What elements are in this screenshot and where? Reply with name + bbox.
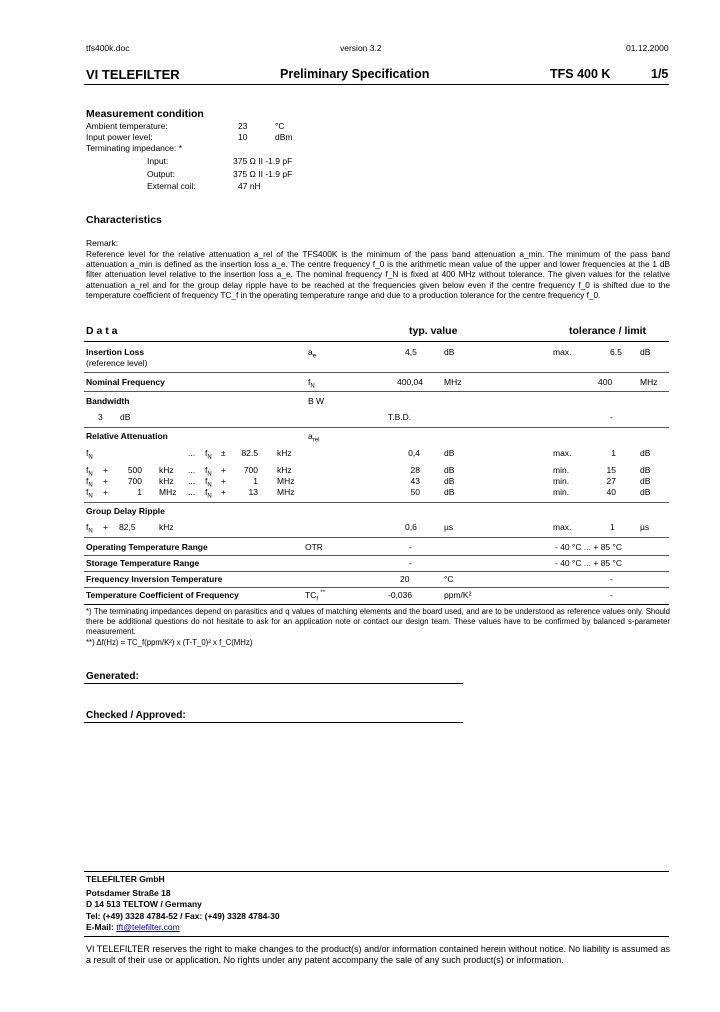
remark-label: Remark: xyxy=(86,238,119,248)
product-code: TFS 400 K xyxy=(550,67,611,81)
rel-att-cell-u2: kHz xyxy=(277,465,292,475)
company-city: D 14 513 TELTOW / Germany xyxy=(86,899,202,909)
nominal-frequency-unit: MHz xyxy=(444,377,462,387)
rel-att-cell-dots: ... xyxy=(188,448,196,458)
disclaimer-text: VI TELEFILTER reserves the right to make changes to the product(s) and/or information contained herein without notice. No liability is assumed as a result of their use or application. No rights under any patent accompany the sale of any such product(s) or information. xyxy=(86,944,670,965)
power-unit: dBm xyxy=(275,132,293,142)
gdr-typ: 0,6 xyxy=(405,522,417,532)
brand-vi-mark: VI xyxy=(86,67,99,82)
brand-logo xyxy=(86,67,180,82)
rel-att-cell-v2: 13 xyxy=(248,487,258,497)
rel-att-cell-tol: 15 xyxy=(606,465,616,475)
rel-att-cell-f2: $f_N$ xyxy=(205,448,212,461)
disclaimer-rule xyxy=(84,936,669,937)
tcf-label: Temperature Coefficient of Frequency xyxy=(86,590,239,600)
otr-label: Operating Temperature Range xyxy=(86,542,208,552)
ambient-label: Ambient temperature: xyxy=(86,121,168,131)
rel-att-cell-f: $f_N$ xyxy=(86,465,93,478)
generated-signature-line xyxy=(84,683,463,684)
rel-att-cell-tol: 27 xyxy=(606,476,616,486)
output-value: 375 Ω II -1.9 pF xyxy=(233,169,293,179)
bandwidth-level-unit: dB xyxy=(120,412,131,422)
remark-paragraph: Reference level for the relative attenuation a_rel of the TFS400K is the minimum of the pass band attenuation a_min. The minimum of the pass band attenuation a_min is defined as the insertion loss a_e. The centre frequency f_0 is the arithmetic mean value of the upper and lower frequencies at the 1 dB filter attenuation level relative to the insertion loss a_e. The nominal frequency f_N is fixed at 400 MHz without tolerance. The given values for the relative attenuation a_rel and for the group delay ripple have to be reached at the frequencies given below even if the centre frequency f_0 is shifted due to the temperature coefficient of frequency TC_f in the operating temperature range and due to a production tolerance for the centre frequency f_0. xyxy=(86,249,670,300)
generated-label: Generated: xyxy=(86,671,139,682)
rel-att-cell-unit: dB xyxy=(444,448,455,458)
company-phone: Tel: (+49) 3328 4784-52 / Fax: (+49) 3328 4784-30 xyxy=(86,911,280,921)
gdr-tol-unit: µs xyxy=(640,522,650,532)
rel-att-cell-kind: min. xyxy=(553,487,570,497)
rel-att-cell-v2: 700 xyxy=(243,465,258,475)
otr-typ: - xyxy=(409,542,412,552)
rel-att-cell-kind: min. xyxy=(553,476,570,486)
rel-att-cell-f2: $f_N$ xyxy=(205,465,212,478)
rel-att-cell-op2: ± xyxy=(221,448,226,458)
output-label: Output: xyxy=(147,169,175,179)
ambient-unit: °C xyxy=(275,121,285,131)
bandwidth-level: 3 xyxy=(98,412,103,422)
storage-typ: - xyxy=(409,558,412,568)
bandwidth-label: Bandwidth xyxy=(86,396,130,406)
rel-att-cell-f2: $f_N$ xyxy=(205,476,212,489)
row-divider xyxy=(84,555,669,556)
insertion-loss-tol: 6.5 xyxy=(610,347,622,357)
column-tolerance: tolerance / limit xyxy=(569,325,647,337)
rel-att-cell-dots: ... xyxy=(188,487,196,497)
rel-att-cell-u2: MHz xyxy=(277,476,295,486)
ambient-value: 23 xyxy=(238,121,248,131)
relative-attenuation-label: Relative Attenuation xyxy=(86,431,168,441)
footnote-impedance: *) The terminating impedances depend on parasitics and q values of matching elements and the board used, and are to be understood as reference values only. Should there be additional questions do not hesitate to ask for an application note or contact our design team. These values have to be confirmed by balanced s-parameter measurement. xyxy=(86,607,670,637)
table-header-rule xyxy=(84,341,669,342)
document-date: 01.12.2000 xyxy=(626,43,669,53)
rel-att-cell-v1: 700 xyxy=(127,476,142,486)
rel-att-cell-v1: 1 xyxy=(137,487,142,497)
tcf-typ: -0,036 xyxy=(388,590,413,600)
rel-att-cell-tol: 1 xyxy=(611,448,616,458)
footnote-tcf: **) Δf(Hz) = TC_f(ppm/K²) x (T-T_0)² x f_C(MHz) xyxy=(86,638,253,647)
row-divider xyxy=(84,372,669,373)
rel-att-cell-dots: ... xyxy=(188,476,196,486)
rel-att-cell-unit: dB xyxy=(444,487,455,497)
tcf-tol: - xyxy=(610,590,613,600)
rel-att-cell-v2: 82.5 xyxy=(241,448,258,458)
gdr-tol: 1 xyxy=(610,522,615,532)
rel-att-cell-u2: MHz xyxy=(277,487,295,497)
nominal-frequency-label: Nominal Frequency xyxy=(86,377,165,387)
rel-att-cell-kind: min. xyxy=(553,465,570,475)
row-divider xyxy=(84,587,669,588)
insertion-loss-symbol: $a_e$ xyxy=(308,347,317,360)
input-label: Input: xyxy=(147,156,169,166)
relative-attenuation-symbol: $a_{rel}$ xyxy=(308,431,320,444)
rel-att-cell-op: + xyxy=(103,465,108,475)
impedance-label: Terminating impedance: * xyxy=(86,143,182,153)
insertion-loss-typ: 4,5 xyxy=(405,347,417,357)
brand-name: TELEFILTER xyxy=(101,67,180,82)
version-label: version 3.2 xyxy=(340,43,382,53)
rel-att-cell-f: $f_N$ xyxy=(86,476,93,489)
group-delay-label: Group Delay Ripple xyxy=(86,506,165,516)
characteristics-heading: Characteristics xyxy=(86,214,162,226)
nominal-frequency-tol-unit: MHz xyxy=(640,377,658,387)
fit-tol: - xyxy=(610,574,613,584)
gdr-f: $f_N$ xyxy=(86,522,93,535)
insertion-loss-label: Insertion Loss xyxy=(86,347,145,357)
document-title: Preliminary Specification xyxy=(280,67,430,81)
nominal-frequency-typ: 400,04 xyxy=(397,377,423,387)
rel-att-cell-tol_unit: dB xyxy=(640,476,651,486)
rel-att-cell-v2: 1 xyxy=(253,476,258,486)
row-divider xyxy=(84,537,669,538)
checked-label: Checked / Approved: xyxy=(86,710,186,721)
rel-att-cell-typ: 43 xyxy=(410,476,420,486)
nominal-frequency-tol: 400 xyxy=(598,377,613,387)
storage-tol: - 40 °C ... + 85 °C xyxy=(555,558,623,568)
rel-att-cell-tol_unit: dB xyxy=(640,465,651,475)
rel-att-cell-unit: dB xyxy=(444,465,455,475)
rel-att-cell-u1: kHz xyxy=(159,465,174,475)
company-email-row xyxy=(86,922,180,932)
nominal-frequency-symbol: $f_N$ xyxy=(308,377,315,390)
table-bottom-rule xyxy=(84,604,669,605)
insertion-loss-unit: dB xyxy=(444,347,455,357)
file-name: tfs400k.doc xyxy=(86,43,130,53)
rel-att-cell-tol_unit: dB xyxy=(640,487,651,497)
rel-att-cell-op2: + xyxy=(221,476,226,486)
rel-att-cell-f: $f_N$ xyxy=(86,448,93,461)
rel-att-cell-typ: 0,4 xyxy=(408,448,420,458)
tcf-symbol: $TC_f$ ** xyxy=(305,590,326,603)
rel-att-cell-op: + xyxy=(103,487,108,497)
coil-value: 47 nH xyxy=(238,181,261,191)
page-number: 1/5 xyxy=(651,67,669,81)
row-divider xyxy=(84,391,669,392)
storage-label: Storage Temperature Range xyxy=(86,558,200,568)
rel-att-cell-typ: 28 xyxy=(410,465,420,475)
company-rule xyxy=(84,871,669,872)
checked-signature-line xyxy=(84,722,463,723)
otr-symbol: OTR xyxy=(305,542,323,552)
rel-att-cell-op2: + xyxy=(221,465,226,475)
rel-att-cell-dots: ... xyxy=(188,465,196,475)
rel-att-cell-typ: 50 xyxy=(410,487,420,497)
company-name: TELEFILTER GmbH xyxy=(86,874,165,884)
fit-label: Frequency Inversion Temperature xyxy=(86,574,223,584)
rel-att-cell-v1: 500 xyxy=(127,465,142,475)
gdr-typ-unit: µs xyxy=(444,522,454,532)
rel-att-cell-u2: kHz xyxy=(277,448,292,458)
email-link[interactable]: tft@telefilter.com xyxy=(116,922,180,932)
rel-att-cell-unit: dB xyxy=(444,476,455,486)
header-rule xyxy=(84,84,669,85)
row-divider xyxy=(84,571,669,572)
column-data: D a t a xyxy=(86,325,118,337)
bandwidth-symbol: B W xyxy=(308,396,325,406)
power-label: Input power level: xyxy=(86,132,153,142)
rel-att-cell-kind: max. xyxy=(553,448,572,458)
coil-label: External coil: xyxy=(147,181,196,191)
rel-att-cell-f: $f_N$ xyxy=(86,487,93,500)
row-divider xyxy=(84,502,669,503)
gdr-tol-kind: max. xyxy=(553,522,572,532)
email-label: E-Mail: xyxy=(86,922,114,932)
rel-att-cell-u1: kHz xyxy=(159,476,174,486)
rel-att-cell-tol_unit: dB xyxy=(640,448,651,458)
gdr-value: 82,5 xyxy=(119,522,136,532)
rel-att-cell-op: + xyxy=(103,476,108,486)
insertion-loss-tol-unit: dB xyxy=(640,347,651,357)
bandwidth-tol: - xyxy=(610,412,613,422)
rel-att-cell-u1: MHz xyxy=(159,487,177,497)
input-value: 375 Ω II -1.9 pF xyxy=(233,156,293,166)
otr-tol: - 40 °C ... + 85 °C xyxy=(555,542,623,552)
row-divider xyxy=(84,427,669,428)
column-typ-value: typ. value xyxy=(409,325,458,337)
power-value: 10 xyxy=(238,132,248,142)
insertion-loss-tol-kind: max. xyxy=(553,347,572,357)
rel-att-cell-tol: 40 xyxy=(606,487,616,497)
measurement-heading: Measurement condition xyxy=(86,108,204,120)
gdr-unit: kHz xyxy=(159,522,174,532)
fit-unit: °C xyxy=(444,574,454,584)
rel-att-cell-f2: $f_N$ xyxy=(205,487,212,500)
insertion-loss-sub: (reference level) xyxy=(86,358,148,368)
gdr-op: + xyxy=(103,522,108,532)
rel-att-cell-op2: + xyxy=(221,487,226,497)
tcf-unit: ppm/K² xyxy=(444,590,472,600)
bandwidth-typ: T.B.D. xyxy=(388,412,412,422)
company-street: Potsdamer Straße 18 xyxy=(86,888,171,898)
fit-typ: 20 xyxy=(400,574,410,584)
